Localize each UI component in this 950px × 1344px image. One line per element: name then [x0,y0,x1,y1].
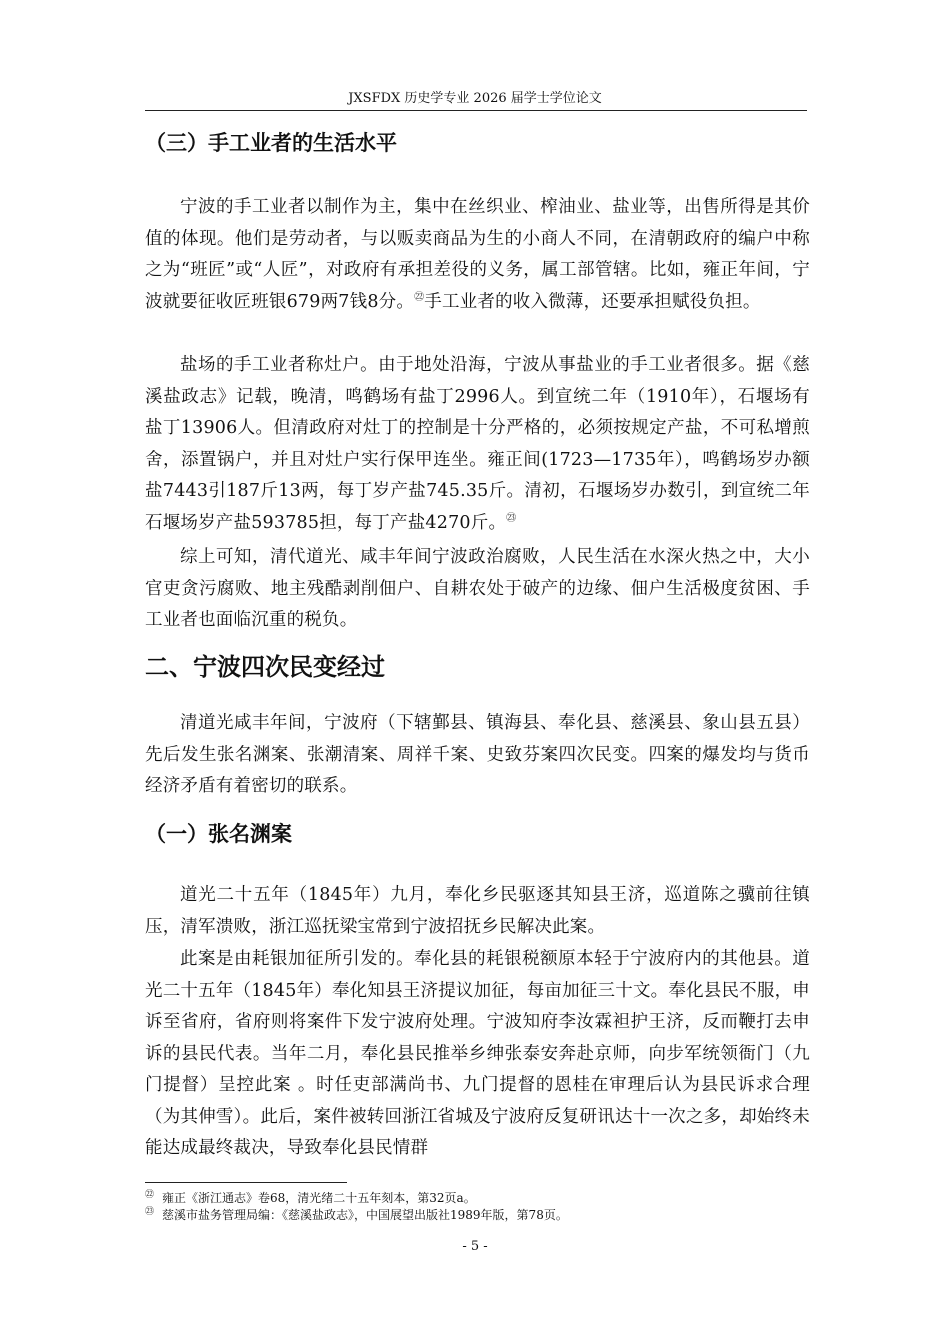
footnote-text: 雍正《浙江通志》卷68，清光绪二十五年刻本，第32页a。 [162,1191,476,1205]
footnote-23 [145,1207,810,1224]
chapter-heading-2: 二、宁波四次民变经过 [145,653,385,681]
paragraph-artisans-status [145,192,810,318]
paragraph-text: 宁波的手工业者以制作为主，集中在丝织业、榨油业、盐业等，出售所得是其价值的体现。他们是劳动者，与以贩卖商品为生的小商人不同，在清朝政府的编户中称之为“班匠”或“人匠”，对政府有承担差役的义务，属工部管辖。比如，雍正年间，宁波就要征收匠班银679两7钱8分。 [145,197,810,312]
page-number: - 5 - [462,1239,488,1254]
section-heading-3: （三）手工业者的生活水平 [145,131,397,155]
paragraph-text: 盐场的手工业者称灶户。由于地处沿海，宁波从事盐业的手工业者很多。据《慈溪盐政志》记载，晚清，鸣鹤场有盐丁2996人。到宣统二年（1910年），石堰场有盐丁13906人。但清政府对灶丁的控制是十分严格的，必须按规定产盐，不可私增煎舍，添置锅户，并且对灶户实行保甲连坐。雍正间(1723—1735年），鸣鹤场岁办额盐7443引187斤13两，每丁岁产盐745.35斤。清初，石堰场岁办数引，到宣统二年石堰场岁产盐593785担，每丁产盐4270斤。 [145,355,810,533]
footnote-22 [145,1190,810,1207]
paragraph-case-cause: 此案是由耗银加征所引发的。奉化县的耗银税额原本轻于宁波府内的其他县。道光二十五年（1845年）奉化知县王济提议加征，每亩加征三十文。奉化县民不服，申诉至省府，省府则将案件下发宁波府处理。宁波知府李汝霖袒护王济，反而鞭打去申诉的县民代表。当年二月，奉化县民推举乡绅张泰安奔赴京师，向步军统领衙门（九门提督）呈控此案 。时任吏部满尚书、九门提督的恩桂在审理后认为县民诉求合理（为其伸雪）。此后，案件被转回浙江省城及宁波府反复研讯达十一次之多，却始终未能达成最终裁决，导致奉化县民情群 [145,949,810,1158]
footnotes [145,1190,810,1224]
footnote-mark: ㉒ [145,1190,155,1200]
paragraph-chapter-intro: 清道光咸丰年间，宁波府（下辖鄞县、镇海县、奉化县、慈溪县、象山县五县）先后发生张名渊案、张潮清案、周祥千案、史致芬案四次民变。四案的爆发均与货币经济矛盾有着密切的联系。 [145,713,810,796]
section-heading-1: （一）张名渊案 [145,822,292,846]
running-header: JXSFDX 历史学专业 2026 届学士学位论文 [348,91,602,106]
footnote-ref-22[interactable]: ㉒ [414,291,425,303]
paragraph-salt-workers [145,350,810,539]
footnote-mark: ㉓ [145,1207,155,1217]
paragraph-summary: 综上可知，清代道光、咸丰年间宁波政治腐败，人民生活在水深火热之中，大小官吏贪污腐败、地主残酷剥削佃户、自耕农处于破产的边缘、佃户生活极度贫困、手工业者也面临沉重的税负。 [145,547,810,630]
footnote-text: 慈溪市盐务管理局编：《慈溪盐政志》，中国展望出版社1989年版，第78页。 [162,1208,568,1222]
footnote-ref-23[interactable]: ㉓ [506,512,517,524]
header-rule [145,110,807,111]
paragraph-tail: 手工业者的收入微薄，还要承担赋役负担。 [424,291,761,312]
paragraph-case-overview: 道光二十五年（1845年）九月，奉化乡民驱逐其知县王济，巡道陈之骥前往镇压，清军溃败，浙江巡抚梁宝常到宁波招抚乡民解决此案。 [145,885,810,937]
footnote-rule [145,1182,347,1183]
